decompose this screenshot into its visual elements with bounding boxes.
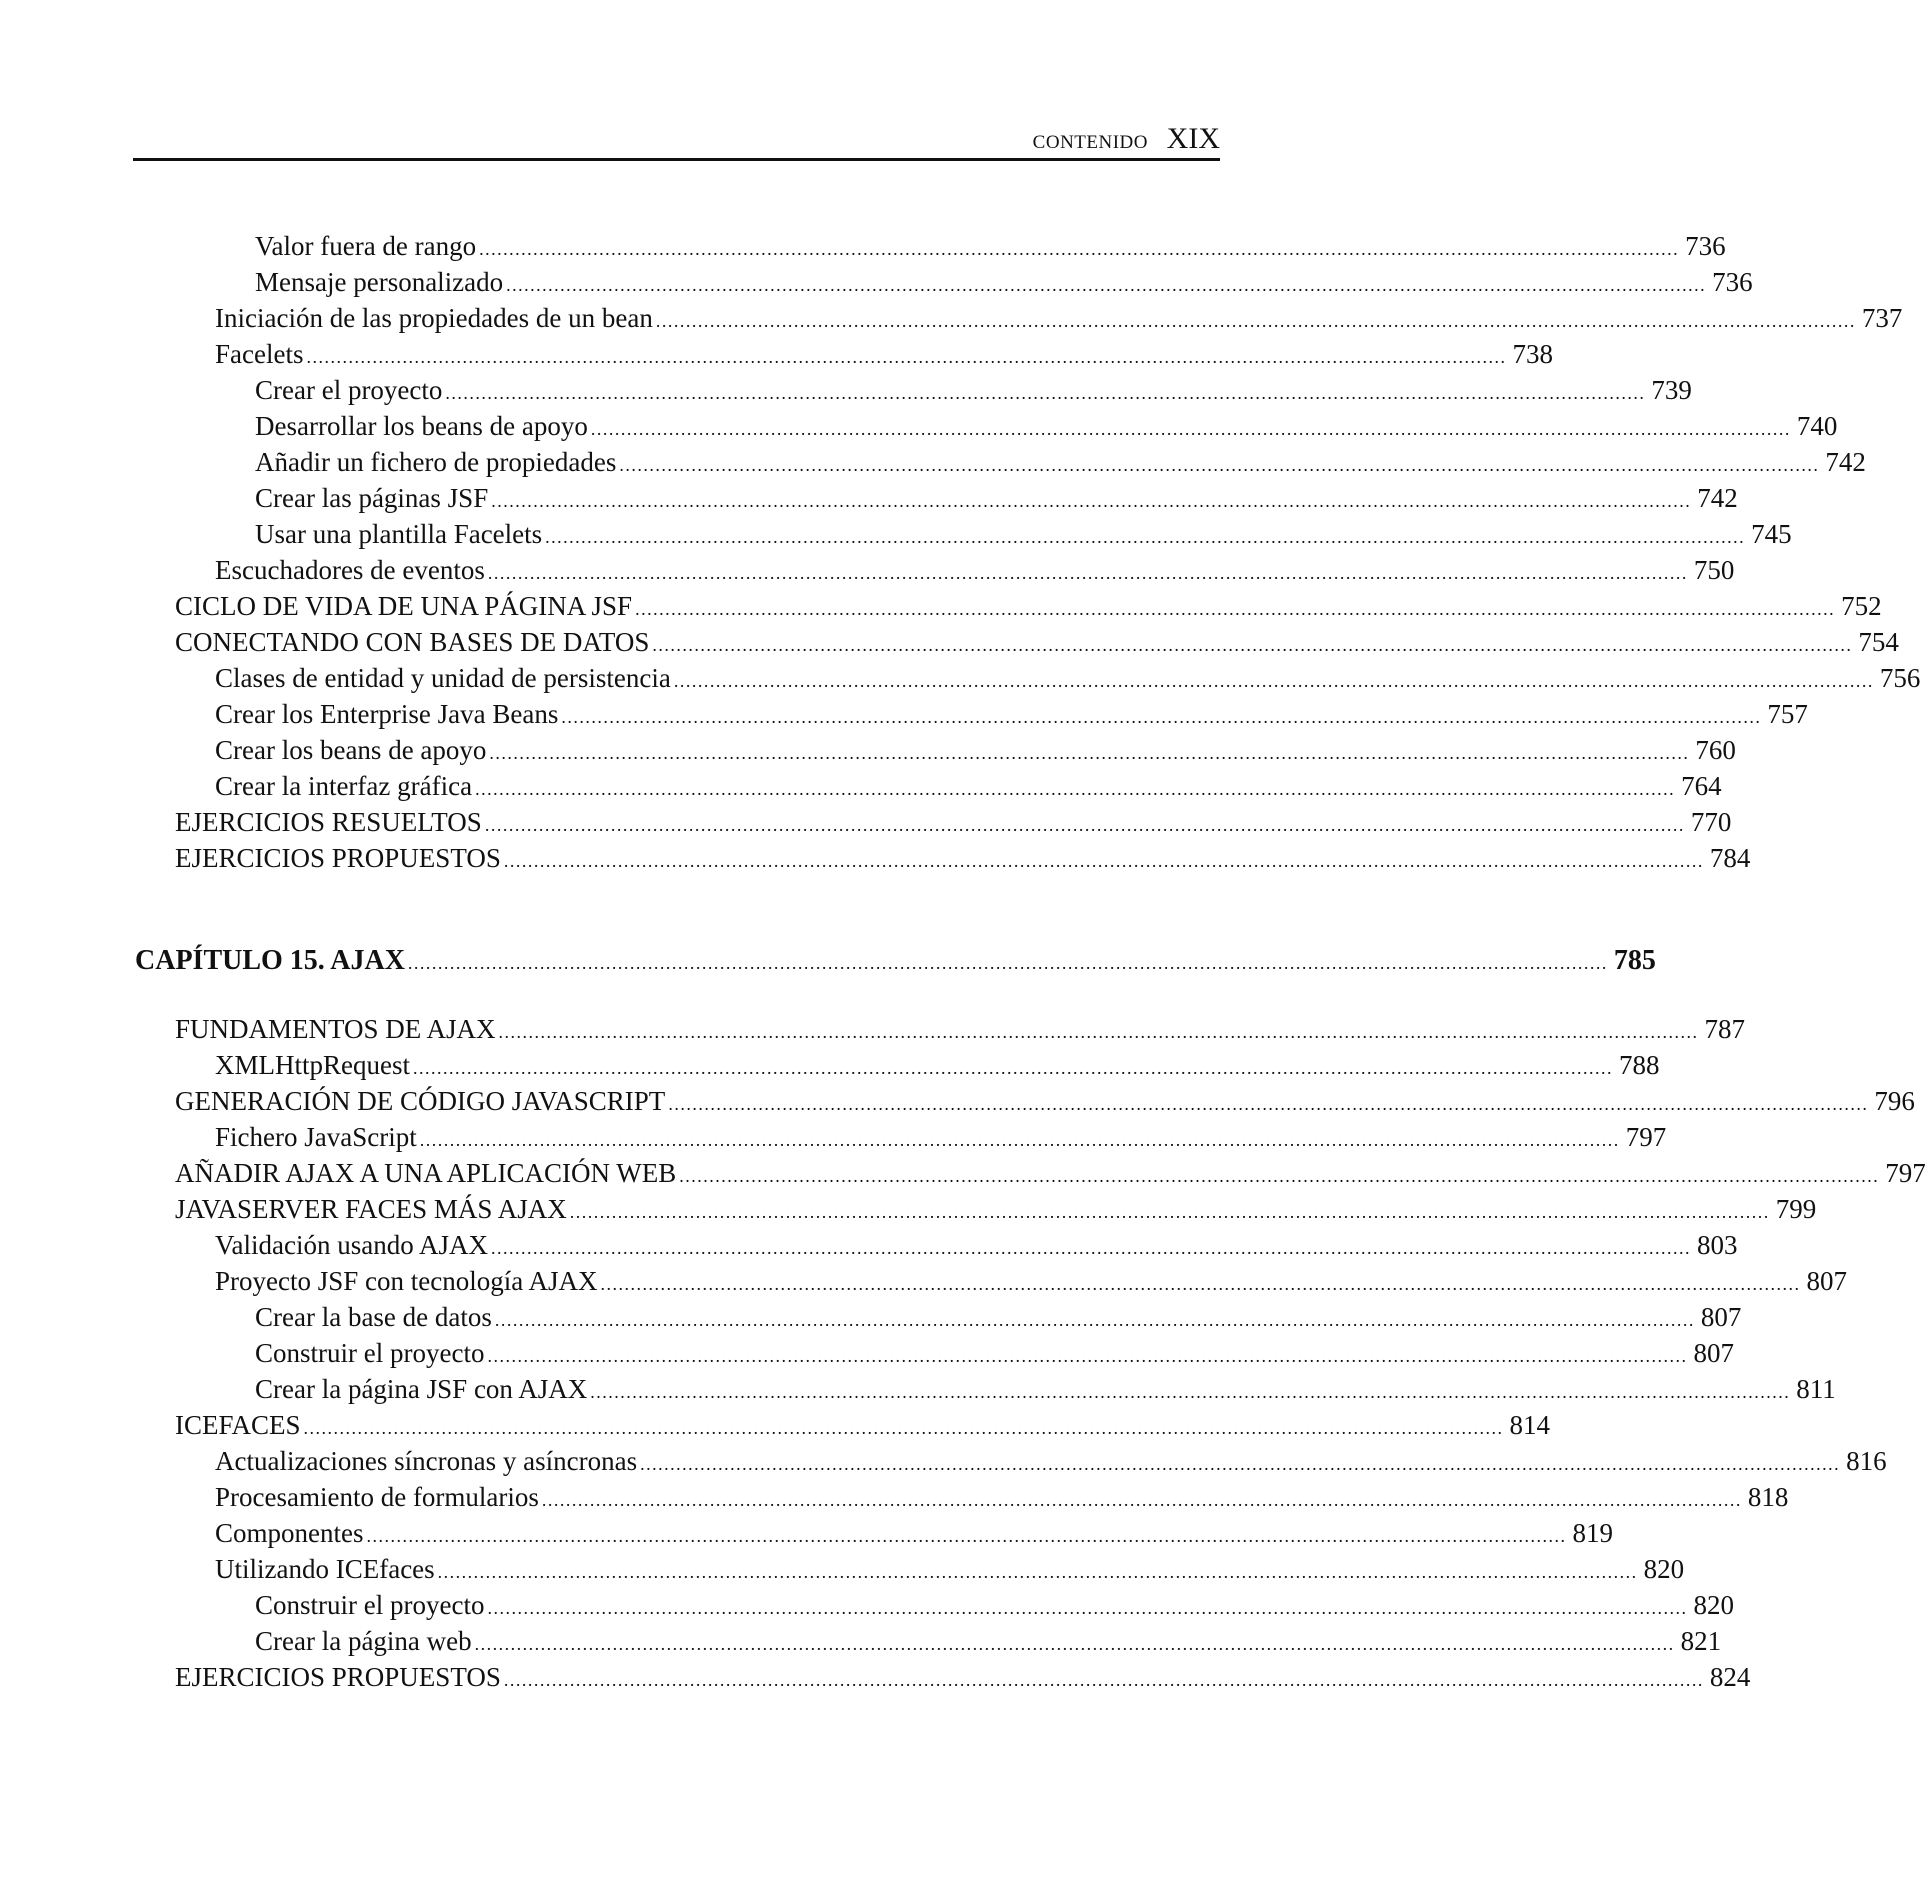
toc-entry-page-number: 738 xyxy=(1512,339,1553,369)
dot-leader: ........................................................................................................................................................................................................ xyxy=(541,1490,1742,1510)
toc-entry-title: Usar una plantilla Facelets xyxy=(255,519,543,549)
toc-entry xyxy=(215,300,1903,336)
toc-entry xyxy=(255,1623,1722,1659)
toc-entry xyxy=(175,1155,1926,1191)
dot-leader: ........................................................................................................................................................................................................ xyxy=(652,635,1853,655)
dot-leader: ........................................................................................................................................................................................................ xyxy=(503,1670,1704,1690)
dot-leader: ........................................................................................................................................................................................................ xyxy=(437,1562,1638,1582)
toc-entry-page-number: 803 xyxy=(1696,1230,1738,1260)
toc-entry-page-number: 796 xyxy=(1874,1086,1915,1116)
dot-leader: ........................................................................................................................................................................................................ xyxy=(445,383,1646,403)
toc-entry xyxy=(175,1011,1746,1047)
toc-entry-page-number: 807 xyxy=(1700,1302,1742,1332)
toc-entry-title: Crear las páginas JSF xyxy=(255,483,489,513)
toc-entry-title: CONECTANDO CON BASES DE DATOS xyxy=(175,627,650,657)
toc-entry-title: FUNDAMENTOS DE AJAX xyxy=(175,1014,496,1044)
toc-entry-page-number: 742 xyxy=(1825,447,1866,477)
toc-entry-title: Actualizaciones síncronas y asíncronas xyxy=(215,1446,638,1476)
toc-entry xyxy=(215,768,1722,804)
toc-entry xyxy=(215,1263,1847,1299)
toc-entry-title: Utilizando ICEfaces xyxy=(215,1554,435,1584)
toc-entry-title: AÑADIR AJAX A UNA APLICACIÓN WEB xyxy=(175,1158,677,1188)
toc-entry-page-number: 807 xyxy=(1693,1338,1734,1368)
dot-leader: ........................................................................................................................................................................................................ xyxy=(640,1454,1841,1474)
toc-entry xyxy=(255,1371,1836,1407)
toc-entry-page-number: 820 xyxy=(1643,1554,1685,1584)
toc-entry-title: ICEFACES xyxy=(175,1410,301,1440)
toc-entry-page-number: 818 xyxy=(1747,1482,1789,1512)
toc-entry xyxy=(175,1083,1915,1119)
toc-entry xyxy=(215,1515,1613,1551)
dot-leader: ........................................................................................................................................................................................................ xyxy=(545,527,1746,547)
toc-entry xyxy=(215,552,1735,588)
toc-entry-title: Crear los Enterprise Java Beans xyxy=(215,699,559,729)
toc-entry-title: EJERCICIOS PROPUESTOS xyxy=(175,843,501,873)
toc-entry xyxy=(215,1443,1887,1479)
toc-entry-page-number: 740 xyxy=(1796,411,1838,441)
toc-entry xyxy=(175,1659,1751,1695)
toc-entry-title: CAPÍTULO 15. AJAX xyxy=(135,945,405,976)
toc-entry-page-number: 787 xyxy=(1704,1014,1746,1044)
toc-entry-title: EJERCICIOS RESUELTOS xyxy=(175,807,482,837)
toc-entry-page-number: 807 xyxy=(1806,1266,1847,1296)
toc-entry-title: Mensaje personalizado xyxy=(255,267,504,297)
toc-entry-title: Construir el proyecto xyxy=(255,1590,485,1620)
toc-entry-title: Construir el proyecto xyxy=(255,1338,485,1368)
dot-leader: ........................................................................................................................................................................................................ xyxy=(419,1130,1620,1150)
toc-entry-page-number: 799 xyxy=(1775,1194,1817,1224)
running-header-section: CONTENIDO xyxy=(1032,132,1148,153)
dot-leader: ........................................................................................................................................................................................................ xyxy=(506,275,1707,295)
toc-entry-title: XMLHttpRequest xyxy=(215,1050,410,1080)
toc-entry-title: Componentes xyxy=(215,1518,364,1548)
toc-entry-page-number: 821 xyxy=(1680,1626,1722,1656)
toc-entry-page-number: 764 xyxy=(1681,771,1722,801)
dot-leader: ........................................................................................................................................................................................................ xyxy=(569,1202,1770,1222)
toc-entry xyxy=(255,372,1692,408)
toc-chapter-entry xyxy=(135,943,1656,979)
toc-entry xyxy=(255,228,1726,264)
toc-entry-page-number: 737 xyxy=(1861,303,1903,333)
toc-entry-title: Proyecto JSF con tecnología AJAX xyxy=(215,1266,598,1296)
toc-entry-page-number: 784 xyxy=(1709,843,1751,873)
toc-entry xyxy=(255,444,1866,480)
toc-entry-page-number: 820 xyxy=(1693,1590,1734,1620)
toc-entry-title: Crear la página JSF con AJAX xyxy=(255,1374,588,1404)
toc-entry xyxy=(215,1551,1685,1587)
running-header-page-number: XIX xyxy=(1166,122,1220,155)
toc-entry xyxy=(215,336,1553,372)
dot-leader: ........................................................................................................................................................................................................ xyxy=(668,1094,1869,1114)
toc-entry-page-number: 814 xyxy=(1509,1410,1551,1440)
dot-leader: ........................................................................................................................................................................................................ xyxy=(407,953,1608,973)
toc-entry xyxy=(215,1227,1738,1263)
toc-entry-page-number: 736 xyxy=(1712,267,1753,297)
toc-entry-title: Añadir un fichero de propiedades xyxy=(255,447,617,477)
dot-leader: ........................................................................................................................................................................................................ xyxy=(487,1598,1688,1618)
dot-leader: ........................................................................................................................................................................................................ xyxy=(491,491,1692,511)
toc-entry-title: Crear los beans de apoyo xyxy=(215,735,487,765)
toc-entry xyxy=(255,480,1738,516)
toc-entry-title: Facelets xyxy=(215,339,304,369)
toc-entry-title: Validación usando AJAX xyxy=(215,1230,488,1260)
toc-entry-page-number: 816 xyxy=(1846,1446,1887,1476)
toc-entry xyxy=(175,624,1899,660)
toc-entry-page-number: 745 xyxy=(1751,519,1792,549)
toc-entry-title: JAVASERVER FACES MÁS AJAX xyxy=(175,1194,567,1224)
toc-entry xyxy=(255,516,1792,552)
toc-entry-title: Procesamiento de formularios xyxy=(215,1482,539,1512)
toc-entry-page-number: 739 xyxy=(1651,375,1692,405)
dot-leader: ........................................................................................................................................................................................................ xyxy=(487,563,1688,583)
toc-entry-page-number: 824 xyxy=(1709,1662,1751,1692)
toc-entry-title: Crear la base de datos xyxy=(255,1302,492,1332)
toc-entry xyxy=(215,1119,1667,1155)
toc-entry xyxy=(215,1047,1660,1083)
dot-leader: ........................................................................................................................................................................................................ xyxy=(590,419,1791,439)
toc-entry-title: Iniciación de las propiedades de un bean xyxy=(215,303,653,333)
toc-entry xyxy=(255,1335,1734,1371)
dot-leader: ........................................................................................................................................................................................................ xyxy=(600,1274,1801,1294)
toc-entry xyxy=(255,1587,1734,1623)
toc-entry-page-number: 756 xyxy=(1879,663,1921,693)
dot-leader: ........................................................................................................................................................................................................ xyxy=(494,1310,1695,1330)
dot-leader: ........................................................................................................................................................................................................ xyxy=(635,599,1836,619)
dot-leader: ........................................................................................................................................................................................................ xyxy=(498,1022,1699,1042)
toc-entry xyxy=(175,804,1732,840)
toc-entry xyxy=(255,264,1753,300)
toc-entry-page-number: 757 xyxy=(1767,699,1808,729)
toc-entry xyxy=(255,408,1838,444)
toc-entry-title: Escuchadores de eventos xyxy=(215,555,485,585)
toc-entry xyxy=(215,732,1736,768)
toc-entry-page-number: 742 xyxy=(1697,483,1738,513)
toc-entry-page-number: 797 xyxy=(1625,1122,1667,1152)
toc-entry xyxy=(215,696,1808,732)
toc-entry xyxy=(175,1407,1551,1443)
dot-leader: ........................................................................................................................................................................................................ xyxy=(673,671,1874,691)
dot-leader: ........................................................................................................................................................................................................ xyxy=(619,455,1820,475)
toc-entry-page-number: 752 xyxy=(1841,591,1882,621)
toc-entry-page-number: 770 xyxy=(1690,807,1732,837)
dot-leader: ........................................................................................................................................................................................................ xyxy=(655,311,1856,331)
toc-entry xyxy=(255,1299,1742,1335)
toc-entry-page-number: 819 xyxy=(1572,1518,1613,1548)
toc-entry-title: Crear el proyecto xyxy=(255,375,443,405)
dot-leader: ........................................................................................................................................................................................................ xyxy=(475,779,1676,799)
dot-leader: ........................................................................................................................................................................................................ xyxy=(474,1634,1675,1654)
toc-entry-page-number: 811 xyxy=(1796,1374,1836,1404)
dot-leader: ........................................................................................................................................................................................................ xyxy=(303,1418,1504,1438)
toc-entry xyxy=(175,840,1751,876)
toc-entry-title: EJERCICIOS PROPUESTOS xyxy=(175,1662,501,1692)
dot-leader: ........................................................................................................................................................................................................ xyxy=(490,1238,1691,1258)
dot-leader: ........................................................................................................................................................................................................ xyxy=(679,1166,1880,1186)
dot-leader: ........................................................................................................................................................................................................ xyxy=(487,1346,1688,1366)
toc-entry-title: GENERACIÓN DE CÓDIGO JAVASCRIPT xyxy=(175,1086,666,1116)
dot-leader: ........................................................................................................................................................................................................ xyxy=(366,1526,1567,1546)
toc-entry xyxy=(215,660,1921,696)
toc-entry-title: Desarrollar los beans de apoyo xyxy=(255,411,588,441)
toc-entry xyxy=(215,1479,1789,1515)
dot-leader: ........................................................................................................................................................................................................ xyxy=(306,347,1507,367)
toc-entry xyxy=(175,588,1882,624)
dot-leader: ........................................................................................................................................................................................................ xyxy=(489,743,1690,763)
toc-entry xyxy=(175,1191,1817,1227)
toc-entry-page-number: 797 xyxy=(1885,1158,1926,1188)
toc-entry-page-number: 750 xyxy=(1693,555,1735,585)
dot-leader: ........................................................................................................................................................................................................ xyxy=(413,1058,1613,1078)
dot-leader: ........................................................................................................................................................................................................ xyxy=(503,851,1704,871)
dot-leader: ........................................................................................................................................................................................................ xyxy=(484,815,1685,835)
toc-entry-page-number: 788 xyxy=(1619,1050,1660,1080)
toc-entry-title: CICLO DE VIDA DE UNA PÁGINA JSF xyxy=(175,591,633,621)
dot-leader: ........................................................................................................................................................................................................ xyxy=(590,1382,1791,1402)
toc-entry-title: Valor fuera de rango xyxy=(255,231,477,261)
toc-entry-title: Crear la página web xyxy=(255,1626,472,1656)
toc-entry-title: Fichero JavaScript xyxy=(215,1122,417,1152)
toc-entry-title: Crear la interfaz gráfica xyxy=(215,771,473,801)
toc-entry-title: Clases de entidad y unidad de persistencia xyxy=(215,663,671,693)
dot-leader: ........................................................................................................................................................................................................ xyxy=(479,239,1680,259)
toc-entry-page-number: 736 xyxy=(1685,231,1726,261)
dot-leader: ........................................................................................................................................................................................................ xyxy=(561,707,1762,727)
toc-entry-page-number: 760 xyxy=(1695,735,1736,765)
toc-entry-page-number: 754 xyxy=(1858,627,1899,657)
running-header xyxy=(133,118,1220,161)
toc-entry-page-number: 785 xyxy=(1613,945,1656,976)
